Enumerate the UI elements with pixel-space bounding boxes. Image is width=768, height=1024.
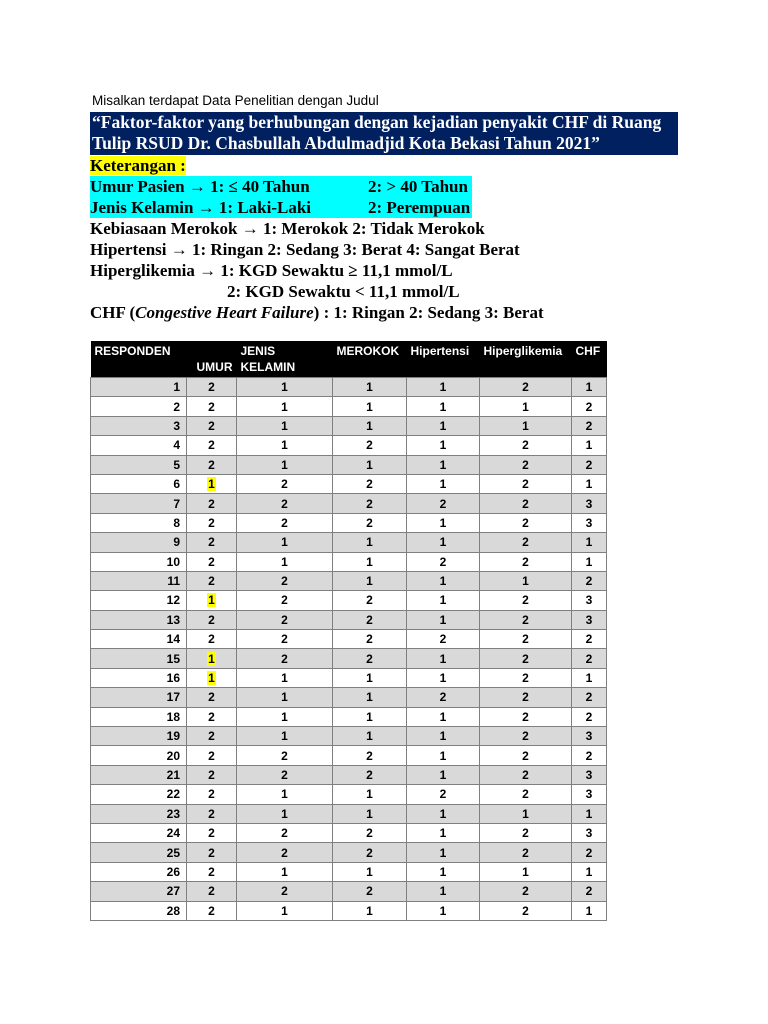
cell-jenis-kelamin: 1 [237, 416, 333, 435]
cell-merokok: 2 [333, 630, 407, 649]
header-hiperglikemia: Hiperglikemia [480, 341, 572, 378]
table-row [91, 746, 607, 765]
cell-responden: 4 [91, 436, 187, 455]
highlighted-value: 1 [208, 477, 215, 492]
cell-umur: 2 [187, 513, 237, 532]
cell-chf: 1 [572, 436, 607, 455]
cell-umur: 2 [187, 804, 237, 823]
cell-merokok: 2 [333, 513, 407, 532]
table-body [91, 378, 607, 921]
cell-chf: 1 [572, 901, 607, 920]
cell-umur: 2 [187, 746, 237, 765]
table-row [91, 862, 607, 881]
cell-hiperglikemia: 2 [480, 552, 572, 571]
cell-hiperglikemia: 2 [480, 591, 572, 610]
legend-umur-2: 2: > 40 Tahun [368, 177, 468, 196]
cell-responden: 9 [91, 533, 187, 552]
table-row [91, 843, 607, 862]
cell-hiperglikemia: 2 [480, 474, 572, 493]
cell-hiperglikemia: 1 [480, 862, 572, 881]
legend-heading [90, 155, 186, 176]
cell-umur: 2 [187, 765, 237, 784]
cell-hipertensi: 1 [407, 533, 480, 552]
cell-responden: 19 [91, 727, 187, 746]
table-row [91, 707, 607, 726]
cell-chf: 1 [572, 668, 607, 687]
cell-responden: 24 [91, 823, 187, 842]
cell-responden: 23 [91, 804, 187, 823]
cell-umur: 2 [187, 416, 237, 435]
cell-hiperglikemia: 2 [480, 901, 572, 920]
table-row [91, 610, 607, 629]
cell-hipertensi: 1 [407, 513, 480, 532]
cell-hipertensi: 1 [407, 668, 480, 687]
cell-merokok: 2 [333, 436, 407, 455]
cell-hipertensi: 1 [407, 455, 480, 474]
cell-hiperglikemia: 2 [480, 843, 572, 862]
cell-hipertensi: 1 [407, 823, 480, 842]
cell-umur [187, 591, 237, 610]
cell-umur: 2 [187, 727, 237, 746]
cell-merokok: 2 [333, 746, 407, 765]
legend-jk-1: Jenis Kelamin → 1: Laki-Laki [90, 198, 312, 217]
cell-jenis-kelamin: 2 [237, 843, 333, 862]
table-row [91, 630, 607, 649]
cell-jenis-kelamin: 1 [237, 397, 333, 416]
table-row [91, 552, 607, 571]
cell-chf: 3 [572, 513, 607, 532]
cell-merokok: 1 [333, 397, 407, 416]
cell-hiperglikemia: 2 [480, 630, 572, 649]
cell-chf: 2 [572, 688, 607, 707]
cell-jenis-kelamin: 1 [237, 533, 333, 552]
cell-umur: 2 [187, 436, 237, 455]
cell-hipertensi: 1 [407, 862, 480, 881]
cell-hipertensi: 1 [407, 843, 480, 862]
cell-hiperglikemia: 1 [480, 416, 572, 435]
cell-merokok: 1 [333, 416, 407, 435]
cell-responden: 18 [91, 707, 187, 726]
cell-merokok: 1 [333, 668, 407, 687]
cell-hipertensi: 2 [407, 785, 480, 804]
cell-chf: 1 [572, 804, 607, 823]
table-row [91, 455, 607, 474]
cell-responden: 28 [91, 901, 187, 920]
cell-umur: 2 [187, 455, 237, 474]
legend-chf-pre: CHF ( [90, 303, 136, 322]
cell-jenis-kelamin: 2 [237, 746, 333, 765]
cell-chf: 1 [572, 533, 607, 552]
cell-hiperglikemia: 1 [480, 571, 572, 590]
legend-hipertensi: Hipertensi → 1: Ringan 2: Sedang 3: Berat 4: Sangat Berat [90, 240, 520, 259]
legend-umur [90, 176, 468, 197]
cell-merokok: 1 [333, 862, 407, 881]
cell-umur: 2 [187, 843, 237, 862]
cell-umur: 2 [187, 610, 237, 629]
cell-merokok: 1 [333, 533, 407, 552]
cell-hipertensi: 2 [407, 552, 480, 571]
cell-jenis-kelamin: 1 [237, 688, 333, 707]
cell-hiperglikemia: 2 [480, 823, 572, 842]
table-row [91, 668, 607, 687]
cell-chf: 2 [572, 416, 607, 435]
cell-jenis-kelamin: 2 [237, 474, 333, 493]
cell-merokok: 1 [333, 552, 407, 571]
cell-umur: 2 [187, 862, 237, 881]
cell-merokok: 1 [333, 688, 407, 707]
cell-chf: 3 [572, 823, 607, 842]
header-merokok: MEROKOK [333, 341, 407, 378]
cell-merokok: 1 [333, 901, 407, 920]
cell-responden: 13 [91, 610, 187, 629]
cell-jenis-kelamin: 1 [237, 552, 333, 571]
cell-chf: 2 [572, 843, 607, 862]
header-jenis-kelamin-text: JENIS KELAMIN [240, 344, 296, 374]
cell-jenis-kelamin: 1 [237, 436, 333, 455]
cell-chf: 1 [572, 474, 607, 493]
cell-hiperglikemia: 2 [480, 455, 572, 474]
cell-chf: 2 [572, 746, 607, 765]
cell-hiperglikemia: 1 [480, 397, 572, 416]
legend-merokok: Kebiasaan Merokok → 1: Merokok 2: Tidak Merokok [90, 219, 485, 238]
cell-hipertensi: 1 [407, 804, 480, 823]
cell-merokok: 1 [333, 727, 407, 746]
cell-umur [187, 474, 237, 493]
research-title [90, 112, 678, 155]
cell-responden: 26 [91, 862, 187, 881]
cell-merokok: 2 [333, 882, 407, 901]
cell-hiperglikemia: 2 [480, 707, 572, 726]
cell-jenis-kelamin: 1 [237, 668, 333, 687]
cell-responden: 22 [91, 785, 187, 804]
cell-chf: 3 [572, 727, 607, 746]
cell-jenis-kelamin: 2 [237, 765, 333, 784]
cell-merokok: 1 [333, 804, 407, 823]
cell-hipertensi: 1 [407, 727, 480, 746]
cell-merokok: 2 [333, 843, 407, 862]
cell-umur: 2 [187, 901, 237, 920]
cell-hipertensi: 1 [407, 649, 480, 668]
cell-merokok: 2 [333, 474, 407, 493]
cell-responden: 12 [91, 591, 187, 610]
cell-chf: 2 [572, 455, 607, 474]
header-umur: UMUR [187, 341, 237, 378]
cell-hiperglikemia: 2 [480, 610, 572, 629]
cell-jenis-kelamin: 2 [237, 823, 333, 842]
cell-responden: 6 [91, 474, 187, 493]
cell-responden: 15 [91, 649, 187, 668]
table-row [91, 513, 607, 532]
cell-jenis-kelamin: 2 [237, 649, 333, 668]
table-row [91, 882, 607, 901]
cell-hipertensi: 2 [407, 494, 480, 513]
cell-responden: 2 [91, 397, 187, 416]
cell-chf: 3 [572, 591, 607, 610]
legend-jk-2: 2: Perempuan [368, 198, 471, 217]
highlighted-value: 1 [208, 593, 215, 608]
cell-jenis-kelamin: 2 [237, 571, 333, 590]
cell-hipertensi: 1 [407, 882, 480, 901]
cell-responden: 8 [91, 513, 187, 532]
cell-jenis-kelamin: 1 [237, 804, 333, 823]
table-row [91, 591, 607, 610]
intro-text: Misalkan terdapat Data Penelitian dengan Judul [92, 93, 379, 108]
cell-hipertensi: 2 [407, 630, 480, 649]
cell-jenis-kelamin: 2 [237, 630, 333, 649]
cell-hiperglikemia: 2 [480, 436, 572, 455]
legend-heading-text: Keterangan : [90, 156, 186, 175]
table-row [91, 804, 607, 823]
table-row [91, 436, 607, 455]
table-row [91, 901, 607, 920]
cell-jenis-kelamin: 1 [237, 785, 333, 804]
cell-merokok: 1 [333, 707, 407, 726]
cell-umur: 2 [187, 552, 237, 571]
cell-chf: 3 [572, 494, 607, 513]
header-hipertensi [407, 341, 480, 378]
cell-chf: 2 [572, 397, 607, 416]
table-row [91, 571, 607, 590]
cell-umur: 2 [187, 688, 237, 707]
cell-merokok: 2 [333, 765, 407, 784]
cell-responden: 21 [91, 765, 187, 784]
header-responden: RESPONDEN [91, 341, 187, 378]
cell-hipertensi: 1 [407, 416, 480, 435]
cell-chf: 1 [572, 552, 607, 571]
cell-responden: 16 [91, 668, 187, 687]
cell-responden: 20 [91, 746, 187, 765]
cell-hipertensi: 2 [407, 688, 480, 707]
cell-hiperglikemia: 2 [480, 649, 572, 668]
legend-chf [90, 302, 544, 323]
cell-responden: 3 [91, 416, 187, 435]
table-row [91, 494, 607, 513]
cell-jenis-kelamin: 2 [237, 591, 333, 610]
legend-jenis-kelamin [90, 197, 471, 218]
cell-hiperglikemia: 2 [480, 746, 572, 765]
legend-hiperglikemia-1: Hiperglikemia → 1: KGD Sewaktu ≥ 11,1 mmol/L [90, 261, 453, 280]
table-row [91, 416, 607, 435]
cell-chf: 3 [572, 765, 607, 784]
cell-hipertensi: 1 [407, 591, 480, 610]
cell-hiperglikemia: 2 [480, 533, 572, 552]
cell-jenis-kelamin: 1 [237, 455, 333, 474]
table-header-row [91, 341, 607, 378]
cell-hiperglikemia: 2 [480, 494, 572, 513]
cell-umur: 2 [187, 785, 237, 804]
table-row [91, 688, 607, 707]
cell-merokok: 1 [333, 378, 407, 397]
cell-jenis-kelamin: 2 [237, 513, 333, 532]
title-line-1: “Faktor-faktor yang berhubungan dengan kejadian penyakit CHF di Ruang [92, 112, 662, 132]
cell-hiperglikemia: 2 [480, 688, 572, 707]
cell-jenis-kelamin: 2 [237, 494, 333, 513]
cell-responden: 10 [91, 552, 187, 571]
cell-hipertensi: 1 [407, 397, 480, 416]
cell-chf: 1 [572, 862, 607, 881]
cell-hipertensi: 1 [407, 746, 480, 765]
table-row [91, 823, 607, 842]
cell-hipertensi: 1 [407, 610, 480, 629]
cell-merokok: 1 [333, 785, 407, 804]
cell-hiperglikemia: 2 [480, 727, 572, 746]
cell-merokok: 2 [333, 591, 407, 610]
cell-chf: 2 [572, 571, 607, 590]
cell-umur: 2 [187, 630, 237, 649]
cell-merokok: 1 [333, 571, 407, 590]
cell-umur: 2 [187, 378, 237, 397]
cell-hipertensi: 1 [407, 436, 480, 455]
cell-umur: 2 [187, 494, 237, 513]
table-row [91, 533, 607, 552]
cell-chf: 1 [572, 378, 607, 397]
cell-jenis-kelamin: 2 [237, 882, 333, 901]
cell-responden: 14 [91, 630, 187, 649]
cell-hiperglikemia: 2 [480, 668, 572, 687]
cell-responden: 1 [91, 378, 187, 397]
cell-hiperglikemia: 2 [480, 785, 572, 804]
cell-responden: 17 [91, 688, 187, 707]
cell-chf: 2 [572, 707, 607, 726]
table-row [91, 727, 607, 746]
cell-umur: 2 [187, 882, 237, 901]
cell-hipertensi: 1 [407, 765, 480, 784]
cell-merokok: 2 [333, 494, 407, 513]
cell-hiperglikemia: 1 [480, 804, 572, 823]
cell-merokok: 1 [333, 455, 407, 474]
cell-jenis-kelamin: 1 [237, 378, 333, 397]
cell-jenis-kelamin: 2 [237, 610, 333, 629]
title-line-2: Tulip RSUD Dr. Chasbullah Abdulmadjid Kota Bekasi Tahun 2021” [92, 133, 600, 153]
cell-responden: 27 [91, 882, 187, 901]
cell-jenis-kelamin: 1 [237, 707, 333, 726]
header-hipertensi-text: Hipertensi [410, 344, 470, 358]
cell-hipertensi: 1 [407, 901, 480, 920]
cell-hiperglikemia: 2 [480, 513, 572, 532]
cell-merokok: 2 [333, 649, 407, 668]
cell-responden: 25 [91, 843, 187, 862]
cell-responden: 11 [91, 571, 187, 590]
header-chf: CHF [572, 341, 607, 378]
cell-chf: 3 [572, 785, 607, 804]
cell-hipertensi: 1 [407, 474, 480, 493]
cell-umur: 2 [187, 707, 237, 726]
cell-hipertensi: 1 [407, 378, 480, 397]
cell-hiperglikemia: 2 [480, 765, 572, 784]
table-row [91, 765, 607, 784]
legend-chf-post: ) : 1: Ringan 2: Sedang 3: Berat [313, 303, 544, 322]
cell-responden: 5 [91, 455, 187, 474]
highlighted-value: 1 [208, 671, 215, 686]
table-row [91, 649, 607, 668]
table-row [91, 378, 607, 397]
table-row [91, 474, 607, 493]
cell-umur: 2 [187, 823, 237, 842]
table-row [91, 785, 607, 804]
cell-hipertensi: 1 [407, 571, 480, 590]
cell-merokok: 2 [333, 610, 407, 629]
legend-chf-italic: Congestive Heart Failure [135, 303, 314, 322]
header-jenis-kelamin [237, 341, 333, 378]
cell-chf: 2 [572, 649, 607, 668]
cell-hiperglikemia: 2 [480, 378, 572, 397]
cell-hipertensi: 1 [407, 707, 480, 726]
cell-umur: 2 [187, 571, 237, 590]
table-row [91, 397, 607, 416]
cell-jenis-kelamin: 1 [237, 862, 333, 881]
highlighted-value: 1 [208, 651, 215, 666]
cell-umur: 2 [187, 397, 237, 416]
data-table [90, 341, 607, 921]
cell-chf: 3 [572, 610, 607, 629]
cell-jenis-kelamin: 1 [237, 727, 333, 746]
legend-hiperglikemia-2: 2: KGD Sewaktu < 11,1 mmol/L [227, 282, 460, 301]
cell-umur [187, 649, 237, 668]
cell-jenis-kelamin: 1 [237, 901, 333, 920]
cell-chf: 2 [572, 630, 607, 649]
legend-umur-1: Umur Pasien → 1: ≤ 40 Tahun [90, 177, 310, 196]
cell-umur: 2 [187, 533, 237, 552]
cell-responden: 7 [91, 494, 187, 513]
cell-merokok: 2 [333, 823, 407, 842]
cell-hiperglikemia: 2 [480, 882, 572, 901]
cell-chf: 2 [572, 882, 607, 901]
cell-umur [187, 668, 237, 687]
